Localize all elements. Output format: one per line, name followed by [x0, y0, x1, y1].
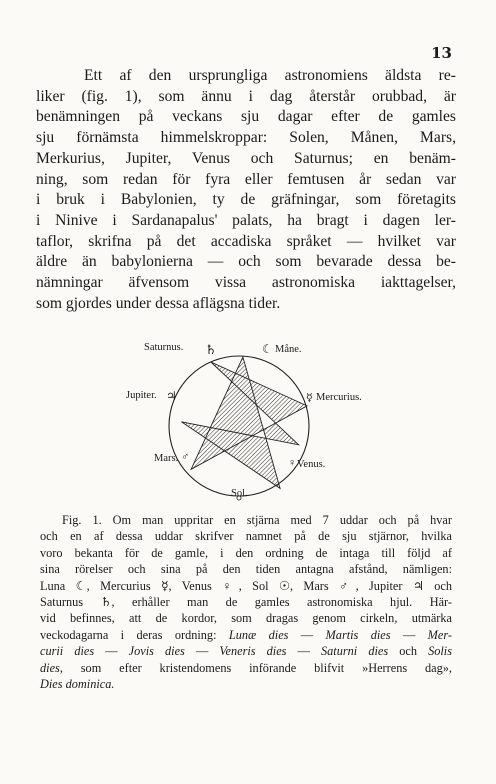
label-mercurius: Mercurius. — [316, 392, 362, 403]
label-venus: Venus. — [297, 459, 326, 470]
caption-italic: Solis — [428, 644, 453, 659]
venus-symbol-icon: ♀ — [288, 457, 297, 469]
caption-line — [40, 643, 452, 659]
text-line: sju förnämsta himmelskroppar: Solen, Månen, Mars, — [36, 129, 456, 147]
saturnus-symbol-icon: ♄ — [205, 342, 217, 357]
caption-text: — — [390, 627, 428, 642]
text-line: som gjordes under dessa aflägsna tider. — [36, 294, 281, 312]
mars-symbol-icon: ♂ — [181, 451, 190, 463]
text-line: ning, som redan för fyra eller femtusen år sedan var — [36, 170, 456, 188]
label-sol: Sol. — [231, 488, 248, 499]
caption-text: , som efter kristendomens införande blifvit »Herrens dag», — [59, 660, 452, 675]
body-paragraph — [36, 66, 456, 314]
caption-text: veckodagarna i deras ordning: — [40, 627, 229, 642]
caption-line — [40, 627, 452, 643]
caption-italic: Dies dominica. — [40, 677, 115, 692]
caption-italic: curii dies — [40, 644, 95, 659]
mercurius-symbol-icon: ☿ — [306, 392, 313, 404]
label-mars: Mars. — [154, 453, 179, 464]
caption-line — [40, 676, 452, 692]
caption-text: och — [388, 644, 429, 659]
caption-line: sina rörelser och sina på den tiden antagna afstånd, nämligen: — [40, 562, 452, 577]
text-line: Merkurius, Jupiter, Venus och Saturnus; en benäm- — [36, 149, 456, 167]
text-line: i bruk i Babylonien, ty de gräfningar, som företagits — [36, 191, 456, 209]
caption-line: Luna ☾, Mercurius ☿, Venus ♀, Sol ☉, Mars ♂, Jupiter ♃ och — [40, 578, 452, 593]
caption-text: — — [288, 627, 326, 642]
text-line: Ett af den ursprungliga astronomiens äldsta re- — [84, 67, 456, 84]
text-line: taflor, skrifna på det accadiska språket — hvilket var — [36, 232, 456, 250]
figure-caption — [40, 512, 452, 692]
text-line: liker (fig. 1), som ännu i dag återstår orubbad, är — [36, 87, 456, 105]
caption-line: Fig. 1. Om man uppritar en stjärna med 7 uddar och på hvar — [62, 513, 452, 527]
text-line: äldre än babylonierna — och som bevarade dessa be- — [36, 253, 456, 271]
caption-line: och en af dessa uddar skrifver namnet på de sju stjärnor, hvilka — [40, 529, 452, 544]
heptagram-star-diagram — [0, 330, 496, 510]
caption-line: vid befinnes, att de kordor, som dragas genom cirkeln, utmärka — [40, 611, 452, 626]
label-mane: Måne. — [275, 344, 302, 355]
page-number: 13 — [431, 44, 452, 62]
caption-italic: Saturni dies — [321, 644, 389, 659]
caption-text: — — [94, 644, 129, 659]
caption-line: Saturnus ♄, erhåller man de gamles astronomiska hjul. Här- — [40, 595, 452, 610]
caption-italic: Jovis dies — [128, 644, 185, 659]
text-line: benämningen på veckans sju dagar efter de gamles — [36, 108, 456, 126]
caption-line: voro bekanta för de gamle, i den ordning de intaga till följd af — [40, 545, 452, 560]
caption-italic: Lunæ dies — [228, 627, 289, 642]
astronomical-wheel-figure — [0, 330, 496, 510]
text-line: i Ninive i Sardanapalus' palats, ha bragt i dagen ler- — [36, 211, 456, 229]
jupiter-symbol-icon: ♃ — [166, 389, 177, 403]
caption-text: — — [184, 644, 220, 659]
text-line: nämningar äfvensom vissa astronomiska iakttagelser, — [36, 274, 456, 292]
caption-italic: dies — [40, 660, 60, 675]
caption-text: — — [286, 644, 321, 659]
caption-italic: Veneris dies — [219, 644, 287, 659]
caption-italic: Martis dies — [325, 627, 391, 642]
label-jupiter: Jupiter. — [126, 390, 157, 401]
caption-italic: Mer- — [427, 627, 452, 642]
mane-symbol-icon: ☾ — [262, 342, 273, 356]
label-saturnus: Saturnus. — [144, 342, 184, 353]
caption-line — [40, 660, 452, 676]
